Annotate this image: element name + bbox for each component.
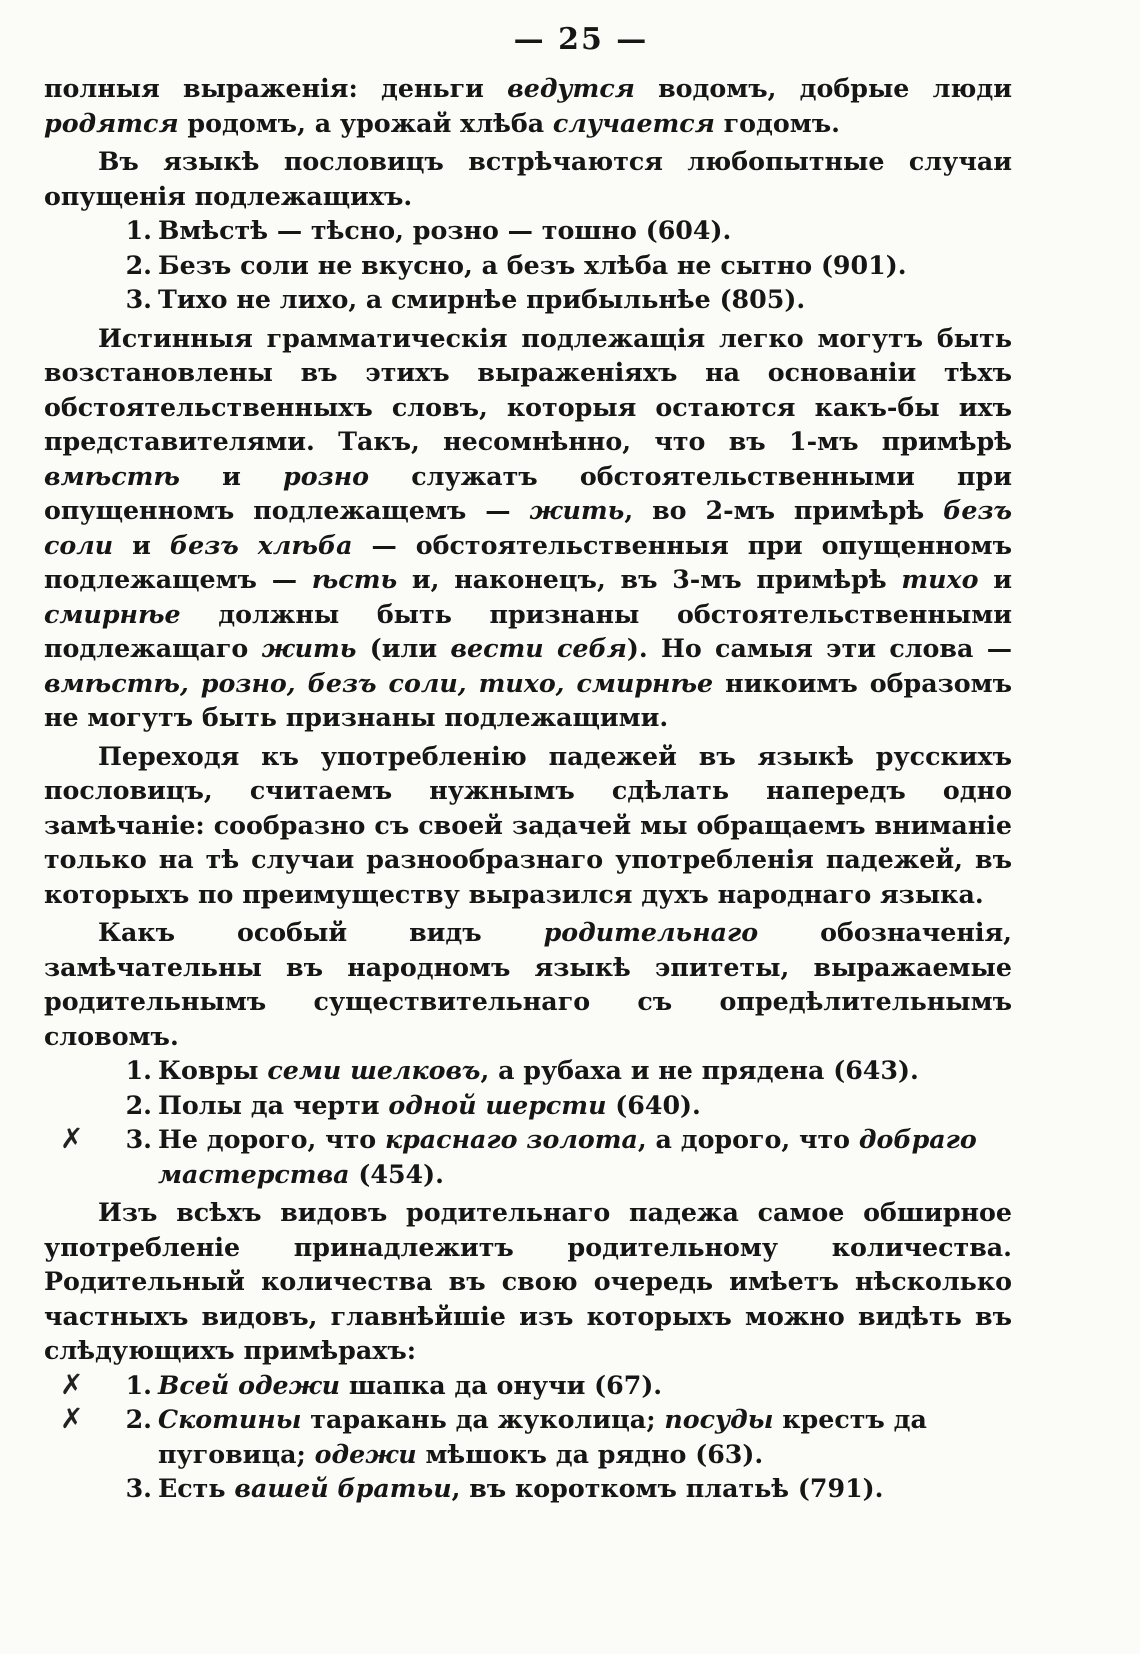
text-run: служатъ обстоятельственными при опущенномъ подлежащемъ —	[44, 460, 1012, 525]
text-run: должны быть признаны обстоятельственными подлежащаго	[44, 598, 1012, 663]
italic-run: вмѣстѣ	[44, 460, 180, 491]
item-text: Вмѣстѣ — тѣсно, розно — тошно (604).	[158, 215, 732, 245]
list-item	[44, 1471, 1012, 1506]
text-run: таракань да жуколица;	[301, 1404, 665, 1434]
text-run: обозначенія, замѣчательны въ народномъ языкѣ эпитеты, выражаемые родительнымъ существительнаго съ опредѣлительнымъ словомъ.	[44, 917, 1012, 1051]
item-number: 1.	[125, 215, 152, 245]
item-number: 3.	[125, 1124, 152, 1154]
text-run: Не дорого, что	[158, 1124, 385, 1154]
italic-run: родительнаго	[543, 917, 759, 947]
italic-run: семи шелковъ	[267, 1055, 481, 1085]
text-run: полныя выраженія: деньги	[44, 73, 508, 103]
text-run: и, наконецъ, въ 3-мъ примѣрѣ	[397, 564, 902, 594]
italic-run: краснаго золота	[384, 1124, 638, 1154]
example-list-3	[44, 1368, 1012, 1506]
text-run: и	[978, 564, 1012, 594]
italic-run: безъ соли	[44, 495, 1012, 560]
item-number: 1.	[125, 1369, 152, 1400]
italic-run: Скотины	[158, 1404, 302, 1434]
page-body	[44, 71, 1012, 1506]
paragraph-omission: Въ языкѣ пословицъ встрѣчаются любопытные случаи опущенія подлежащихъ.	[44, 146, 1012, 211]
italic-run: ведутся	[507, 73, 635, 103]
text-run: , въ короткомъ платьѣ (791).	[451, 1473, 884, 1503]
paragraph-genitive	[44, 915, 1012, 1053]
italic-run: безъ хлѣба	[169, 529, 353, 560]
example-list-2	[44, 1053, 1012, 1191]
handwritten-check-mark: ✗	[60, 1122, 84, 1155]
text-run: никоимъ образомъ не могутъ быть признаны подлежащими.	[44, 667, 1012, 732]
text-run: Какъ особый видъ	[98, 917, 544, 947]
text-run: годомъ.	[714, 107, 840, 138]
item-number: 2.	[125, 1089, 152, 1120]
italic-run: смирнѣе	[44, 598, 181, 629]
text-run: Есть	[158, 1473, 235, 1503]
item-number: 2.	[125, 1404, 152, 1434]
text-run: ). Но самыя эти слова —	[626, 633, 1012, 663]
text-run: мѣшокъ да рядно (63).	[416, 1438, 764, 1469]
text-run: крестъ да пуговица;	[158, 1404, 927, 1469]
italic-run: вмѣстѣ, розно, безъ соли, тихо, смирнѣе	[44, 667, 714, 698]
italic-run: вашей братьи	[234, 1473, 452, 1503]
text-run: родомъ, а урожай хлѣба	[178, 107, 553, 138]
italic-run: ѣсть	[311, 564, 398, 594]
text-run: Истинныя грамматическія подлежащія легко могутъ быть возстановлены въ этихъ выраженіяхъ на основаніи тѣхъ обстоятельственныхъ словъ, которыя остаются какъ-бы ихъ представителями. Такъ, несомнѣнно, что въ 1-мъ примѣрѣ	[44, 322, 1012, 456]
list-item	[44, 1088, 1012, 1123]
paragraph-quantity: Изъ всѣхъ видовъ родительнаго падежа самое обширное употребленіе принадлежитъ родительному количества. Родительный количества въ свою очередь имѣетъ нѣсколько частныхъ видовъ, главнѣйшіе изъ которыхъ можно видѣть въ слѣдующихъ примѣрахъ:	[44, 1197, 1012, 1365]
italic-run: вести себя	[450, 633, 627, 663]
text-run: — обстоятельственныя при опущенномъ подлежащемъ —	[44, 529, 1012, 594]
italic-run: одежи	[314, 1438, 417, 1469]
list-item	[44, 1368, 1012, 1403]
handwritten-check-mark: ✗	[60, 1367, 84, 1401]
example-list-1	[44, 213, 1012, 317]
item-text: Тихо не лихо, а смирнѣе прибыльнѣе (805).	[158, 284, 806, 314]
handwritten-check-mark: ✗	[60, 1402, 84, 1435]
italic-run: розно	[283, 460, 370, 491]
italic-run: посуды	[664, 1404, 774, 1434]
italic-run: жить	[529, 495, 625, 525]
paragraph-intro	[44, 71, 1012, 140]
list-item	[44, 282, 1012, 317]
paragraph-cases: Переходя къ употребленію падежей въ языкѣ русскихъ пословицъ, считаемъ нужнымъ сдѣлать напередъ одно замѣчаніе: сообразно съ своей задачей мы обращаемъ вниманіе только на тѣ случаи разнообразнаго употребленія падежей, въ которыхъ по преимуществу выразился духъ народнаго языка.	[44, 740, 1012, 909]
text-run: и	[179, 460, 284, 491]
list-item	[44, 1402, 1012, 1471]
item-text: Безъ соли не вкусно, а безъ хлѣба не сытно (901).	[158, 249, 907, 280]
text-run: , а рубаха и не прядена (643).	[480, 1055, 919, 1085]
list-item	[44, 1122, 1012, 1191]
page-number: — 25 —	[513, 22, 649, 57]
italic-run: одной шерсти	[388, 1089, 607, 1120]
italic-run: Всей одежи	[158, 1369, 341, 1400]
item-number: 3.	[125, 1473, 152, 1503]
text-run: , а дорого, что	[637, 1124, 859, 1154]
paragraph-true-subjects	[44, 321, 1012, 735]
list-item	[44, 213, 1012, 248]
text-run: шапка да онучи (67).	[340, 1369, 663, 1400]
list-item	[44, 248, 1012, 283]
item-number: 1.	[125, 1055, 152, 1085]
italic-run: случается	[552, 107, 715, 138]
text-run: Ковры	[158, 1055, 268, 1085]
text-run: (или	[356, 633, 451, 663]
text-run: водомъ, добрые люди	[634, 73, 1012, 103]
item-number: 2.	[125, 249, 152, 280]
italic-run: добраго мастерства	[158, 1124, 977, 1189]
text-run: (640).	[606, 1089, 701, 1120]
italic-run: тихо	[901, 564, 979, 594]
text-run: (454).	[349, 1158, 444, 1189]
list-item	[44, 1053, 1012, 1088]
text-run: и	[113, 529, 170, 560]
italic-run: жить	[261, 633, 357, 663]
text-run: Полы да черти	[158, 1089, 389, 1120]
text-run: , во 2-мъ примѣрѣ	[624, 495, 944, 525]
item-number: 3.	[125, 284, 152, 314]
italic-run: родятся	[44, 107, 179, 138]
